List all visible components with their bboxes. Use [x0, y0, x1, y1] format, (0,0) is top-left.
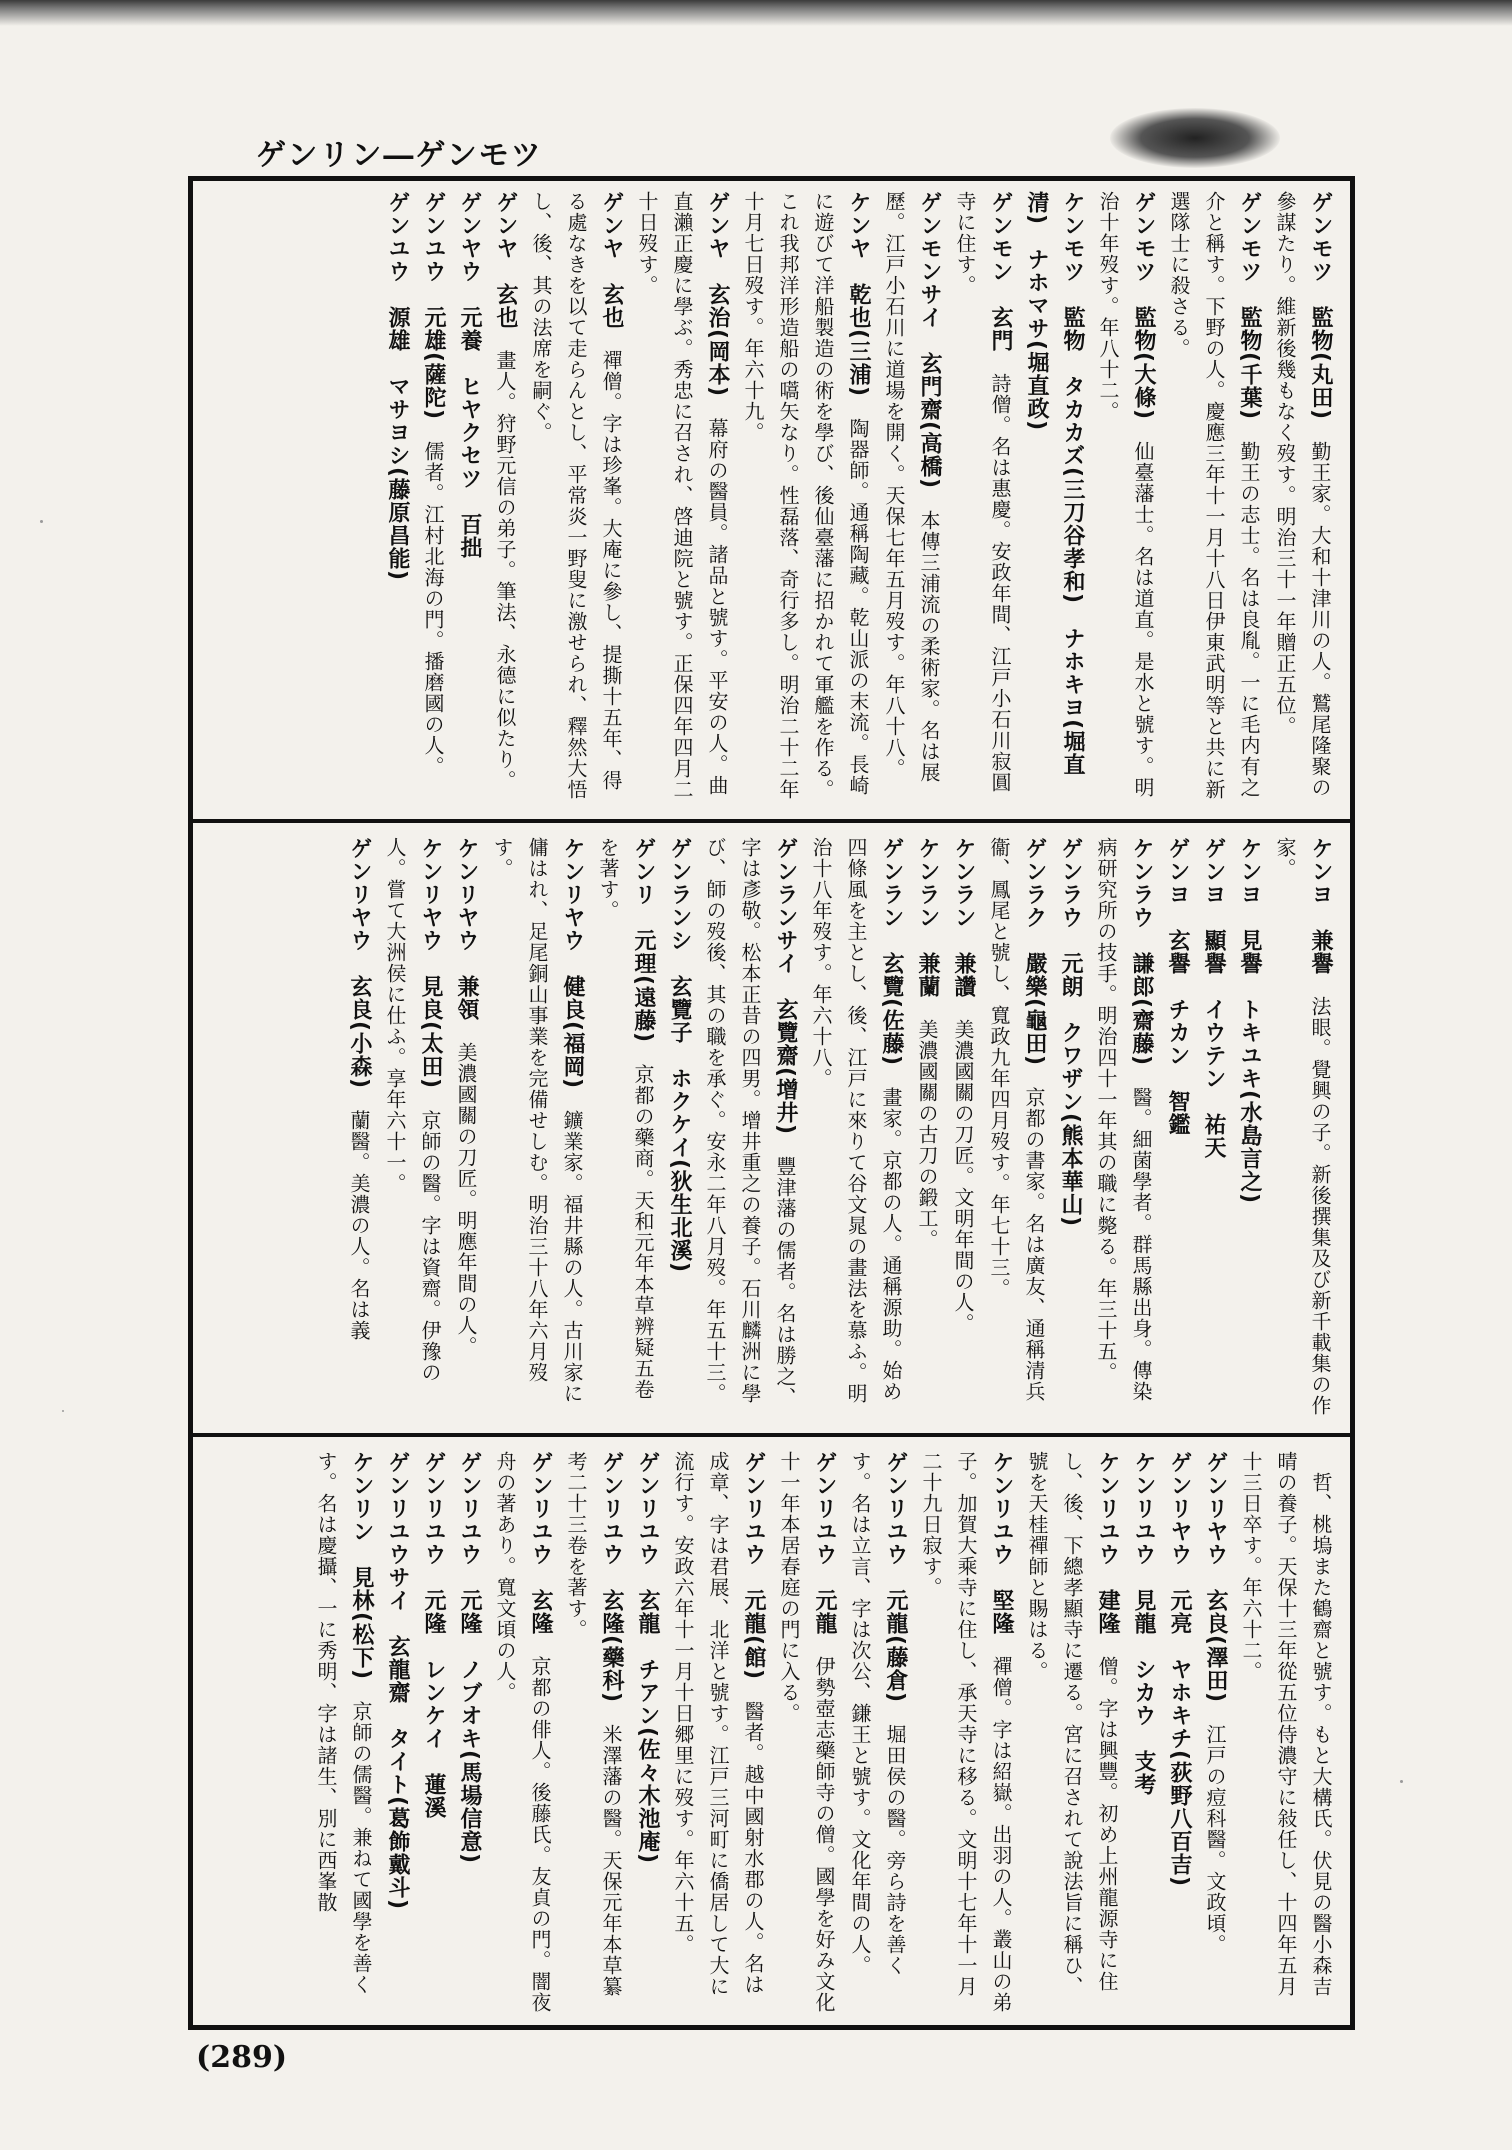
entry-headword: ケンヨ 兼譽 — [1308, 837, 1333, 975]
dictionary-entry — [876, 191, 947, 807]
ink-blot — [1110, 108, 1280, 168]
scan-shadow — [0, 0, 1512, 26]
dictionary-entry — [377, 837, 448, 1421]
dictionary-entry — [379, 191, 415, 807]
entry-headword: ゲンモツ 監物(大條) — [1131, 191, 1156, 421]
entry-headword: ゲンヨ 顯譽 イウテン 祐天 — [1201, 837, 1226, 1159]
dictionary-entry — [415, 191, 451, 807]
dictionary-entry — [771, 1451, 842, 2015]
band-top — [193, 181, 1350, 817]
dust-speck — [62, 1410, 64, 1412]
entry-headword: ゲンリユウ 元龍 — [812, 1451, 837, 1635]
entry-text: 江戸の痘科醫。文政頃。 — [1203, 1703, 1227, 1956]
dictionary-entry — [803, 837, 909, 1421]
entry-text: 京都の藥商。天和元年本草辨疑五卷を著す。 — [596, 837, 655, 1401]
dictionary-entry — [590, 837, 661, 1421]
entry-text: 幕府の醫員。諸品と號す。平安の人。曲直瀨正慶に學ぶ。秀忠に召され、啓迪院と號す。正保四年四月二十日歿す。 — [635, 191, 729, 800]
entry-text: 醫者。越中國射水郡の人。名は成章、字は君展、北洋と號す。江戸三河町に僑居して大に流行す。安政六年十一月十日郷里に歿す。年六十五。 — [671, 1451, 765, 1997]
entry-headword: ゲンモツ 監物(千葉) — [1237, 191, 1262, 421]
entry-text: 京都の書家。名は廣友、通稱清兵衞、鳳尾と號し、寬政九年四月歿す。年七十三。 — [987, 837, 1046, 1403]
dictionary-entry — [341, 837, 377, 1421]
entry-text: 美濃國關の古刀の鍛工。 — [915, 998, 939, 1250]
dictionary-entry — [697, 837, 803, 1421]
dictionary-entry — [1125, 1451, 1161, 2015]
entry-text: 美濃國關の刀匠。文明年間の人。 — [951, 998, 975, 1334]
entry-headword: ゲンヤウ 元養 ヒヤクセツ 百拙 — [457, 191, 482, 559]
dictionary-entry — [308, 1451, 379, 2015]
entry-text: 京師の儒醫。兼ねて國學を善くす。名は慶攝、一に秀明、字は諸生、別に西峯散 — [314, 1451, 373, 1996]
entry-headword: ゲンユウ 元雄(薩陀) — [421, 191, 446, 421]
dictionary-entry — [661, 837, 697, 1421]
entry-headword: ケンリユウ 見龍 シカウ 支考 — [1131, 1451, 1156, 1796]
entry-headword: ケンリヤウ 健良(福岡) — [560, 837, 585, 1090]
entry-headword: ゲンリユウ 元隆 ノブオキ(馬場信意) — [457, 1451, 482, 1865]
entry-headword: ゲンリ 元理(遠藤) — [631, 837, 656, 1044]
dictionary-entry — [735, 191, 876, 807]
dictionary-entry — [945, 837, 981, 1421]
entry-headword: ゲンヤ 玄治(岡本) — [705, 191, 730, 398]
entry-text: 勤王家。大和十津川の人。鷲尾隆聚の參謀たり。維新後幾もなく歿す。明治三十一年贈正五位。 — [1273, 191, 1332, 799]
entry-text: 豐津藩の儒者。名は勝之、字は彥敬。松本正昔の四男。增井重之の養子。石川麟洲に學び、師の歿後、其の職を承ぐ。安永二年八月歿。年五十三。 — [703, 837, 797, 1409]
entry-headword: ゲンヤ 玄也 — [599, 191, 624, 329]
entry-headword: ゲンリユウ 玄隆 — [528, 1451, 553, 1635]
entry-headword: ケンヨ 見譽 トキユキ(水島言之) — [1237, 837, 1262, 1205]
entry-headword: ケンヤ 乾也(三浦) — [846, 191, 871, 398]
entry-headword: ゲンリユウサイ 玄龍齋 タイト(葛飾戴斗) — [385, 1451, 410, 1911]
entry-headword: ゲンリヤウ 玄良(小森) — [347, 837, 372, 1090]
dictionary-entry — [1267, 191, 1338, 807]
dictionary-entry — [558, 1451, 629, 2015]
band-divider — [193, 819, 1350, 823]
page-number: (289) — [196, 2040, 288, 2075]
entry-text: 哲、桃塢また鶴齋と號す。もと大構氏。伏見の醫小森吉晴の養子。天保十三年從五位侍濃守に敍任し、十四年五月十三日卒す。年六十二。 — [1239, 1451, 1333, 1997]
dictionary-entry — [1161, 1451, 1197, 2015]
entry-text: 畫人。狩野元信の弟子。筆法、永德に似たり。 — [493, 329, 517, 791]
band-top-columns — [205, 191, 1338, 807]
entry-headword: ケンラン 兼讚 — [951, 837, 976, 998]
dictionary-entry — [842, 1451, 913, 2015]
dictionary-entry — [1233, 1451, 1338, 2015]
entry-headword: ゲンランシ 玄覽子 ホクケイ(狄生北溪) — [667, 837, 692, 1274]
entry-headword: ゲンリヤウ 玄良(澤田) — [1203, 1451, 1228, 1704]
dictionary-entry — [487, 191, 523, 807]
dictionary-entry — [1231, 837, 1267, 1421]
text-frame — [188, 176, 1355, 2030]
entry-headword: ゲンラウ 元朗 クワザン(熊本華山) — [1058, 837, 1083, 1228]
dictionary-entry — [484, 837, 590, 1421]
dictionary-entry — [1159, 837, 1195, 1421]
entry-headword: ケンリヤウ 見良(太田) — [418, 837, 443, 1090]
band-divider — [193, 1433, 1350, 1437]
entry-headword: ゲンリユウ 玄隆(藥科) — [599, 1451, 624, 1704]
entry-text: 詩僧。名は惠慶。安政年間、江戸小石川寂圓寺に住す。 — [953, 191, 1012, 793]
entry-headword: ゲンリユウ 玄龍 チアン(佐々木池庵) — [635, 1451, 660, 1865]
entry-headword: ゲンユウ 源雄 マサヨシ(藤原昌能) — [385, 191, 410, 582]
dictionary-entry — [1161, 191, 1267, 807]
entry-text: 醫。細菌學者。群馬縣出身。傳染病研究所の技手。明治四十一年其の職に斃る。年三十五。 — [1094, 837, 1153, 1403]
band-bottom-columns — [205, 1451, 1338, 2015]
entry-text: 禪僧。字は珍峯。大庵に參し、提撕十五年、得る處なきを以て走らんとし、平常炎一野叟に激せられ、釋然大悟し、後、其の法席を嗣ぐ。 — [529, 191, 623, 800]
dictionary-entry — [1195, 837, 1231, 1421]
entry-text: 堀田侯の醫。旁ら詩を善くす。名は立言、字は次公、鎌王と號す。文化年間の人。 — [848, 1451, 907, 1977]
dictionary-entry — [1019, 1451, 1125, 2015]
entry-text: 本傳三浦流の柔術家。名は展歷。江戸小石川に道場を開く。天保七年五月歿す。年八十八。 — [882, 191, 941, 784]
entry-headword: ゲンランサイ 玄覽齋(增井) — [773, 837, 798, 1136]
entry-headword: ケンリユウ 建隆 — [1095, 1451, 1120, 1635]
dictionary-entry — [1088, 837, 1159, 1421]
entry-text: 京都の俳人。後藤氏。友貞の門。闇夜舟の著あり。寬文頃の人。 — [493, 1451, 552, 2013]
dictionary-entry — [379, 1451, 415, 2015]
dust-speck — [1400, 1780, 1403, 1783]
entry-headword: ゲンヨ 玄譽 チカン 智鑑 — [1165, 837, 1190, 1136]
dictionary-entry — [629, 1451, 665, 2015]
entry-headword: ゲンリユウ 元龍(館) — [741, 1451, 766, 1681]
dictionary-entry — [523, 191, 629, 807]
dictionary-entry — [665, 1451, 771, 2015]
entry-text: 美濃國關の刀匠。明應年間の人。 — [454, 1021, 478, 1357]
entry-headword: ゲンリヤウ 元亮 ヤホキチ(荻野八百吉) — [1167, 1451, 1192, 1888]
dictionary-entry — [1052, 837, 1088, 1421]
band-bottom — [193, 1441, 1350, 2025]
dictionary-entry — [487, 1451, 558, 2015]
entry-headword: ケンリユウ 堅隆 — [989, 1451, 1014, 1635]
entry-headword: ゲンリユウ 元隆 レンケイ 蓮溪 — [421, 1451, 446, 1819]
entry-text: 僧。字は興豐。初め上州龍源寺に住し、後、下總孝顯寺に遷る。宮に召されて說法旨に稱ひ、號を天桂禪師と賜はる。 — [1025, 1451, 1119, 1997]
entry-text: 勤王の志士。名は良胤。一に毛内有之介と稱す。下野の人。慶應三年十一月十八日伊東武明等と共に新選隊士に殺さる。 — [1167, 191, 1261, 800]
entry-headword: ケンラウ 謙郎(齋藤) — [1129, 837, 1154, 1067]
dictionary-entry — [1267, 837, 1338, 1421]
entry-text: 儒者。江村北海の門。播磨國の人。 — [421, 420, 445, 778]
entry-text: 京師の醫。字は資齋。伊豫の人。嘗て大洲侯に仕ふ。享年六十一。 — [383, 837, 442, 1384]
dictionary-entry — [947, 191, 1018, 807]
entry-headword: ゲンモンサイ 玄門齋(高橋) — [917, 191, 942, 490]
dictionary-entry — [1090, 191, 1161, 807]
entry-headword: ゲンラク 嚴樂(龜田) — [1022, 837, 1047, 1067]
dictionary-entry — [1197, 1451, 1233, 2015]
dictionary-entry — [451, 191, 487, 807]
dictionary-entry — [1018, 191, 1090, 807]
dictionary-entry — [415, 1451, 451, 2015]
dust-speck — [40, 520, 43, 523]
band-middle-columns — [205, 837, 1338, 1421]
running-head: ゲンリン―ゲンモツ — [256, 138, 543, 173]
entry-text: 蘭醫。美濃の人。名は義 — [347, 1089, 371, 1342]
entry-headword: ケンラン 兼蘭 — [915, 837, 940, 998]
entry-headword: ケンリヤウ 兼領 — [454, 837, 479, 1021]
entry-headword: ゲンモツ 監物(丸田) — [1308, 191, 1333, 421]
dictionary-entry — [451, 1451, 487, 2015]
entry-text: 鑛業家。福井縣の人。古川家に傭はれ、足尾銅山事業を完備せしむ。明治三十八年六月歿す。 — [490, 837, 584, 1405]
entry-text: 陶器師。通稱陶藏。乾山派の末流。長崎に遊びて洋船製造の術を學び、後仙臺藩に招かれて軍艦を作る。これ我邦洋形造船の嚆矢なり。性磊落、奇行多し。明治二十二年十月七日歿す。年六十九。 — [741, 191, 870, 800]
dictionary-entry — [981, 837, 1052, 1421]
band-middle — [193, 827, 1350, 1431]
dictionary-entry — [448, 837, 484, 1421]
entry-text: 禪僧。字は紹嶽。出羽の人。叢山の弟子。加賀大乘寺に住し、承天寺に移る。文明十七年十一月二十九日寂す。 — [919, 1451, 1013, 2013]
entry-headword: ゲンモン 玄門 — [988, 191, 1013, 352]
entry-text: 仙臺藩士。名は道直。是水と號す。明治十年歿す。年八十二。 — [1096, 191, 1155, 799]
entry-text: 畫家。京都の人。通稱源助。始め四條風を主とし、後、江戸に來りて谷文晁の畫法を慕ふ。明治十八年歿す。年六十八。 — [809, 837, 903, 1404]
entry-headword: ゲンヤ 玄也 — [493, 191, 518, 329]
dictionary-entry — [913, 1451, 1019, 2015]
entry-text: 米澤藩の醫。天保元年本草纂考二十三卷を著す。 — [564, 1451, 623, 1998]
entry-text: 法眼。覺興の子。新後撰集及び新千載集の作家。 — [1273, 837, 1332, 1416]
entry-headword: ケンモツ 監物 タカカズ(三刀谷孝和) ナホキヨ(堀直清) ナホマサ(堀直政) — [1024, 191, 1085, 777]
entry-headword: ケンリン 見林(松下) — [349, 1451, 374, 1681]
entry-headword: ゲンリユウ 元龍(藤倉) — [883, 1451, 908, 1704]
dictionary-entry — [909, 837, 945, 1421]
dictionary-entry — [629, 191, 735, 807]
entry-headword: ゲンラン 玄覽(佐藤) — [879, 837, 904, 1067]
entry-text: 伊勢壺志藥師寺の僧。國學を好み文化十一年本居春庭の門に入る。 — [777, 1451, 836, 2013]
